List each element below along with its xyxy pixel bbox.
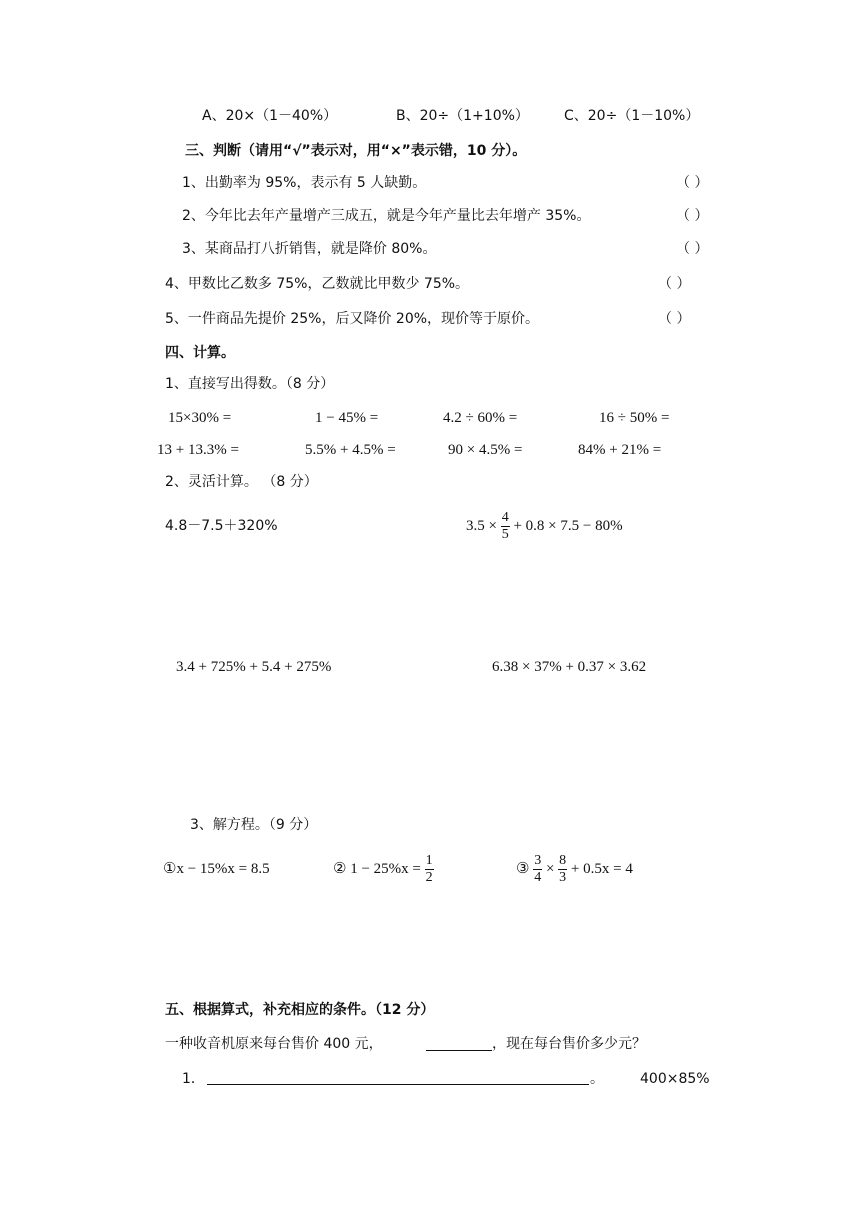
- flex-calc-4: 6.38 × 37% + 0.37 × 3.62: [492, 659, 647, 675]
- direct-calc-8: 84% + 21% =: [578, 442, 662, 458]
- judge-answer-4[interactable]: （ ）: [658, 276, 691, 292]
- equation-3-post: + 0.5x = 4: [570, 861, 633, 877]
- section4-title: 四、计算。: [165, 345, 235, 361]
- item-1-end: 。: [590, 1071, 604, 1087]
- choice-a: A、20×（1－40%）: [202, 108, 338, 124]
- judge-answer-1[interactable]: （ ）: [676, 175, 709, 191]
- direct-calc-1: 15×30% =: [168, 410, 232, 426]
- direct-calc-5: 13 + 13.3% =: [157, 442, 239, 458]
- condition-blank[interactable]: [426, 1050, 492, 1051]
- direct-calc-heading: 1、直接写出得数。（8 分）: [165, 376, 335, 392]
- item-1-formula: 400×85%: [640, 1071, 710, 1087]
- equation-2-label: ②: [333, 861, 347, 877]
- equation-3-times: ×: [545, 861, 555, 877]
- judge-item-5: 5、一件商品先提价 25%，后又降价 20%，现价等于原价。: [165, 311, 540, 327]
- judge-answer-3[interactable]: （ ）: [676, 241, 709, 257]
- equation-3: [516, 849, 633, 889]
- equation-3-label: ③: [516, 861, 530, 877]
- flex-calc-1: 4.8－7.5＋320%: [165, 518, 278, 534]
- flex-calc-2-pre: 3.5 ×: [466, 518, 497, 534]
- direct-calc-2: 1 − 45% =: [315, 410, 379, 426]
- section3-title: 三、判断（请用“√”表示对，用“×”表示错，10 分）。: [185, 143, 527, 159]
- fraction-numerator: 1: [425, 853, 433, 869]
- fraction-numerator: 3: [534, 853, 542, 869]
- direct-calc-4: 16 ÷ 50% =: [599, 410, 670, 426]
- flex-calc-heading: 2、灵活计算。 （8 分）: [165, 474, 318, 490]
- direct-calc-6: 5.5% + 4.5% =: [305, 442, 396, 458]
- fraction-denominator: 4: [534, 870, 542, 886]
- equation-heading: 3、解方程。（9 分）: [190, 817, 318, 833]
- fraction-numerator: 4: [501, 510, 509, 526]
- fraction-denominator: 2: [425, 870, 433, 886]
- condition-prompt-end: ，现在每台售价多少元？: [492, 1036, 646, 1052]
- judge-item-1: 1、出勤率为 95%，表示有 5 人缺勤。: [182, 175, 427, 191]
- fraction-denominator: 5: [501, 527, 509, 543]
- flex-calc-2: [466, 506, 623, 546]
- judge-item-3: 3、某商品打八折销售，就是降价 80%。: [182, 241, 437, 257]
- section5-title: 五、根据算式，补充相应的条件。（12 分）: [165, 1002, 435, 1018]
- condition-prompt-start: 一种收音机原来每台售价 400 元，: [165, 1036, 383, 1052]
- judge-item-4: 4、甲数比乙数多 75%，乙数就比甲数少 75%。: [165, 276, 470, 292]
- judge-answer-5[interactable]: （ ）: [658, 311, 691, 327]
- choice-b: B、20÷（1+10%）: [396, 108, 529, 124]
- fraction-4-5: [501, 510, 510, 543]
- fraction-1-2: [425, 853, 434, 886]
- judge-item-2: 2、今年比去年产量增产三成五，就是今年产量比去年增产 35%。: [182, 208, 591, 224]
- direct-calc-7: 90 × 4.5% =: [448, 442, 523, 458]
- direct-calc-3: 4.2 ÷ 60% =: [443, 410, 518, 426]
- equation-2-pre: 1 − 25%x =: [350, 861, 421, 877]
- fraction-denominator: 3: [559, 870, 567, 886]
- item-1-label: 1．: [182, 1071, 205, 1087]
- fraction-3-4: [533, 853, 542, 886]
- choice-c: C、20÷（1－10%）: [564, 108, 700, 124]
- equation-1: ①x − 15%x = 8.5: [163, 861, 270, 877]
- fraction-8-3: [558, 853, 567, 886]
- judge-answer-2[interactable]: （ ）: [676, 208, 709, 224]
- item-1-answer-line[interactable]: [207, 1084, 589, 1085]
- flex-calc-3: 3.4 + 725% + 5.4 + 275%: [176, 659, 332, 675]
- fraction-numerator: 8: [559, 853, 567, 869]
- flex-calc-2-post: + 0.8 × 7.5 − 80%: [513, 518, 623, 534]
- equation-2: [333, 849, 434, 889]
